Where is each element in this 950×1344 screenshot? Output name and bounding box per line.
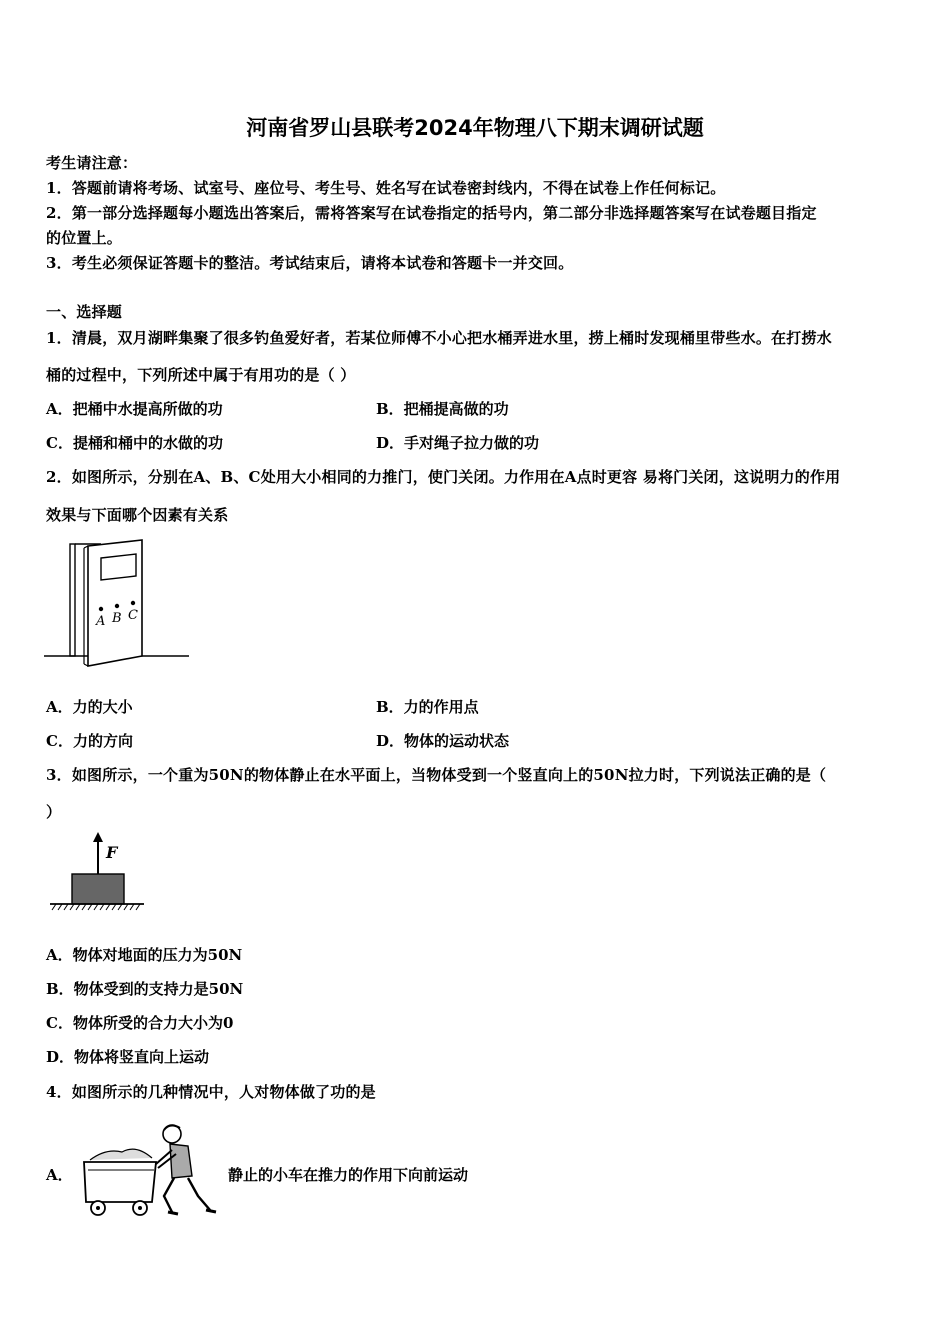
door-label-a: A xyxy=(96,614,106,629)
option-a: A．把桶中水提高所做的功 xyxy=(46,400,223,418)
question-2-line: 效果与下面哪个因素有关系 xyxy=(46,506,229,524)
question-1-line: 1．清晨，双月湖畔集聚了很多钓鱼爱好者，若某位师傅不小心把水桶弄进水里，捞上桶时发现桶里带些水。在打捞水 xyxy=(46,329,832,347)
option-c: C．力的方向 xyxy=(46,732,133,750)
option-d: D．手对绳子拉力做的功 xyxy=(376,434,540,452)
page-title: 河南省罗山县联考2024年物理八下期末调研试题 xyxy=(246,116,704,140)
pushing-cart-figure xyxy=(76,1120,222,1220)
notice-item: 3．考生必须保证答题卡的整洁。考试结束后，请将本试卷和答题卡一并交回。 xyxy=(46,254,574,272)
door-label-b: B xyxy=(112,611,122,626)
option-a: A．力的大小 xyxy=(46,698,133,716)
question-3-line: 3．如图所示，一个重为50N的物体静止在水平面上，当物体受到一个竖直向上的50N拉力时，下列说法正确的是（ xyxy=(46,766,827,784)
door-figure xyxy=(44,538,190,670)
question-2-line: 2．如图所示，分别在A、B、C处用大小相同的力推门，使门关闭。力作用在A点时更容 易将门关闭，这说明力的作用 xyxy=(46,468,841,486)
notice-item: 2．第一部分选择题每小题选出答案后，需将答案写在试卷指定的括号内，第二部分非选择题答案写在试卷题目指定 xyxy=(46,204,817,222)
notice-item: 1．答题前请将考场、试室号、座位号、考生号、姓名写在试卷密封线内，不得在试卷上作任何标记。 xyxy=(46,179,726,197)
section-heading: 一、选择题 xyxy=(46,303,123,321)
block-force-figure xyxy=(48,830,148,914)
option-a: A．物体对地面的压力为50N xyxy=(46,946,243,964)
force-label: F xyxy=(106,843,118,862)
option-d: D．物体的运动状态 xyxy=(376,732,510,750)
notice-item: 的位置上。 xyxy=(46,229,123,247)
question-1-line: 桶的过程中，下列所述中属于有用功的是（ ） xyxy=(46,366,356,384)
question-4-line: 4．如图所示的几种情况中，人对物体做了功的是 xyxy=(46,1083,376,1101)
notice-heading: 考生请注意： xyxy=(46,154,138,172)
question-3-line: ） xyxy=(46,803,62,821)
option-c: C．物体所受的合力大小为0 xyxy=(46,1014,234,1032)
option-a-letter: A． xyxy=(46,1166,73,1184)
option-b: B．把桶提高做的功 xyxy=(376,400,509,418)
option-d: D．物体将竖直向上运动 xyxy=(46,1048,210,1066)
option-a-text: 静止的小车在推力的作用下向前运动 xyxy=(228,1166,469,1184)
option-c: C．提桶和桶中的水做的功 xyxy=(46,434,223,452)
option-b: B．物体受到的支持力是50N xyxy=(46,980,244,998)
option-b: B．力的作用点 xyxy=(376,698,479,716)
door-label-c: C xyxy=(128,608,138,623)
